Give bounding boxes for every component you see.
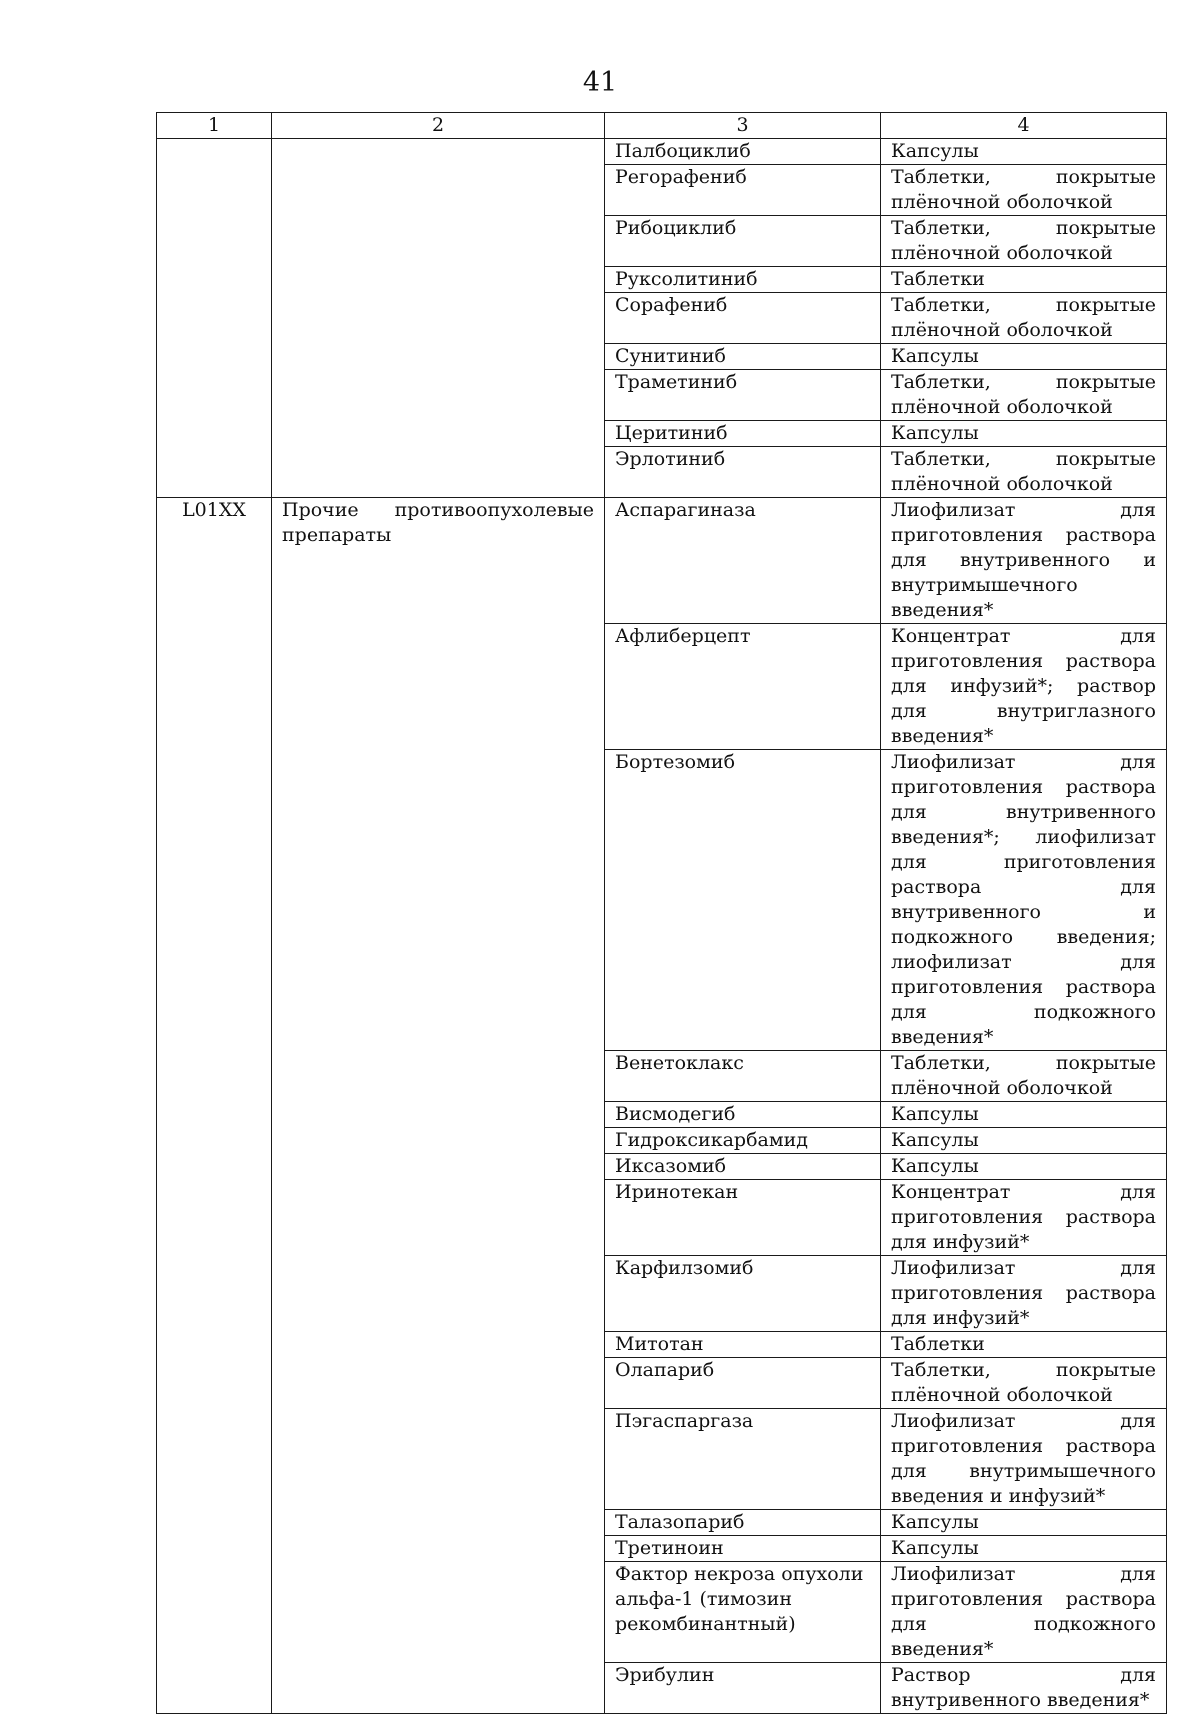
drug-name: Гидроксикарбамид: [605, 1128, 881, 1154]
dosage-form: Капсулы: [881, 1102, 1167, 1128]
header-col-2: 2: [272, 113, 605, 139]
group-name-cell: [272, 498, 605, 1714]
drug-name: Третиноин: [605, 1536, 881, 1562]
drug-name: Аспарагиназа: [605, 498, 881, 624]
drug-name: Палбоциклиб: [605, 139, 881, 165]
drug-name: Висмодегиб: [605, 1102, 881, 1128]
header-col-1: 1: [157, 113, 272, 139]
dosage-form: Лиофилизат для приготовления раствора для внутривенного введения*; лиофилизат для приготовления раствора для внутривенного и подкожного введения; лиофилизат для приготовления раствора для подкожного введения*: [881, 750, 1167, 1051]
dosage-form: Таблетки, покрытые плёночной оболочкой: [881, 370, 1167, 421]
dosage-form: Таблетки, покрытые плёночной оболочкой: [881, 1051, 1167, 1102]
atc-code-cell: [157, 139, 272, 498]
drug-name: Афлиберцепт: [605, 624, 881, 750]
dosage-form: Лиофилизат для приготовления раствора для инфузий*: [881, 1256, 1167, 1332]
dosage-form: Таблетки, покрытые плёночной оболочкой: [881, 216, 1167, 267]
dosage-form: Капсулы: [881, 1128, 1167, 1154]
header-col-3: 3: [605, 113, 881, 139]
drug-name: Регорафениб: [605, 165, 881, 216]
dosage-form: Капсулы: [881, 421, 1167, 447]
dosage-form: Таблетки: [881, 1332, 1167, 1358]
drug-name: Иксазомиб: [605, 1154, 881, 1180]
drug-name: Венетоклакс: [605, 1051, 881, 1102]
atc-code-cell: L01XX: [157, 498, 272, 1714]
dosage-form: Капсулы: [881, 1536, 1167, 1562]
drug-name: Олапариб: [605, 1358, 881, 1409]
dosage-form: Лиофилизат для приготовления раствора для подкожного введения*: [881, 1562, 1167, 1663]
drug-name: Руксолитиниб: [605, 267, 881, 293]
drug-name: Рибоциклиб: [605, 216, 881, 267]
drug-name: Митотан: [605, 1332, 881, 1358]
dosage-form: Концентрат для приготовления раствора для инфузий*: [881, 1180, 1167, 1256]
dosage-form: Таблетки, покрытые плёночной оболочкой: [881, 293, 1167, 344]
dosage-form: Капсулы: [881, 344, 1167, 370]
dosage-form: Лиофилизат для приготовления раствора для внутривенного и внутримышечного введения*: [881, 498, 1167, 624]
drug-name: Эрлотиниб: [605, 447, 881, 498]
dosage-form: Таблетки: [881, 267, 1167, 293]
dosage-form: Таблетки, покрытые плёночной оболочкой: [881, 165, 1167, 216]
group-name-line: Прочие противоопухолевые: [282, 499, 594, 521]
group-name-cell: [272, 139, 605, 498]
drug-name: Сунитиниб: [605, 344, 881, 370]
group-name-line: препараты: [282, 524, 392, 546]
dosage-form: Таблетки, покрытые плёночной оболочкой: [881, 1358, 1167, 1409]
drug-table: [156, 112, 1167, 1714]
drug-name: Сорафениб: [605, 293, 881, 344]
dosage-form: Концентрат для приготовления раствора для инфузий*; раствор для внутриглазного введения*: [881, 624, 1167, 750]
header-row: [157, 113, 1167, 139]
drug-name: Церитиниб: [605, 421, 881, 447]
drug-name: Пэгаспаргаза: [605, 1409, 881, 1510]
table-row: [157, 498, 1167, 624]
drug-name: Траметиниб: [605, 370, 881, 421]
drug-name: Талазопариб: [605, 1510, 881, 1536]
dosage-form: Раствор для внутривенного введения*: [881, 1663, 1167, 1714]
dosage-form: Капсулы: [881, 139, 1167, 165]
page-number: 41: [582, 67, 618, 98]
table-row: [157, 139, 1167, 165]
drug-name: Бортезомиб: [605, 750, 881, 1051]
drug-name: Иринотекан: [605, 1180, 881, 1256]
dosage-form: Капсулы: [881, 1154, 1167, 1180]
dosage-form: Капсулы: [881, 1510, 1167, 1536]
drug-name: Эрибулин: [605, 1663, 881, 1714]
drug-name: Фактор некроза опухоли альфа-1 (тимозин рекомбинантный): [605, 1562, 881, 1663]
header-col-4: 4: [881, 113, 1167, 139]
dosage-form: Таблетки, покрытые плёночной оболочкой: [881, 447, 1167, 498]
dosage-form: Лиофилизат для приготовления раствора для внутримышечного введения и инфузий*: [881, 1409, 1167, 1510]
drug-name: Карфилзомиб: [605, 1256, 881, 1332]
